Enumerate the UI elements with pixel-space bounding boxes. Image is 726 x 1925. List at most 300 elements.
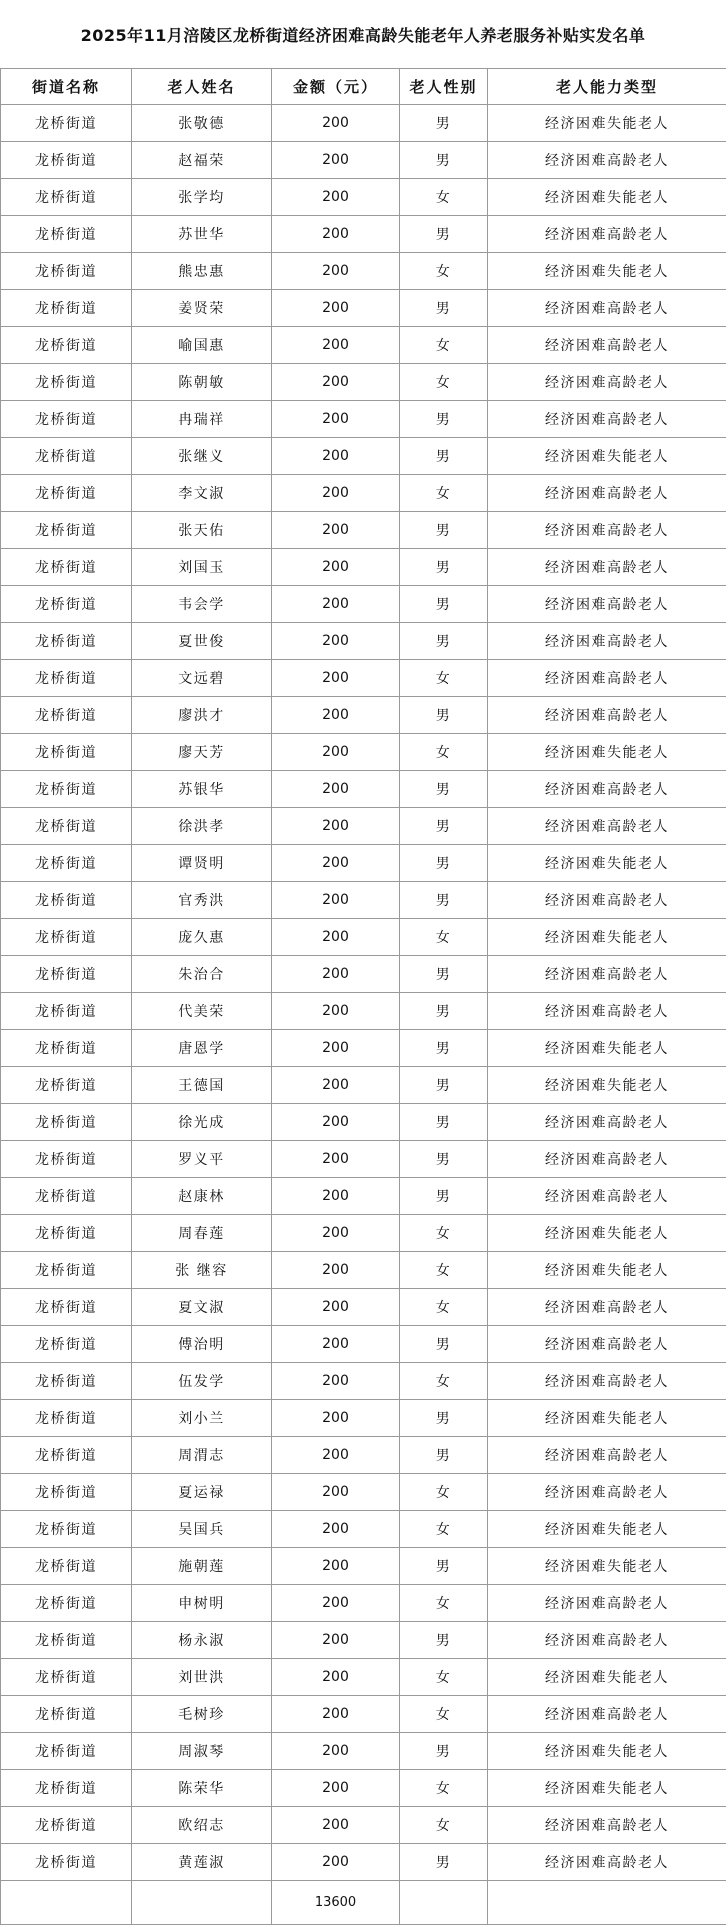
cell-street: 龙桥街道 — [1, 475, 132, 512]
cell-gender: 女 — [400, 179, 488, 216]
table-row — [1, 1289, 726, 1326]
cell-street: 龙桥街道 — [1, 290, 132, 327]
cell-gender: 女 — [400, 1215, 488, 1252]
cell-street: 龙桥街道 — [1, 364, 132, 401]
cell-amount: 200 — [272, 1622, 400, 1659]
table-row — [1, 216, 726, 253]
table-row — [1, 327, 726, 364]
cell-gender: 男 — [400, 438, 488, 475]
cell-ability-type: 经济困难高龄老人 — [488, 882, 726, 919]
cell-elder-name: 张继义 — [132, 438, 272, 475]
table-row — [1, 549, 726, 586]
cell-street: 龙桥街道 — [1, 1733, 132, 1770]
cell-gender: 男 — [400, 1844, 488, 1881]
table-row — [1, 734, 726, 771]
cell-street: 龙桥街道 — [1, 1326, 132, 1363]
cell-street: 龙桥街道 — [1, 216, 132, 253]
cell-amount: 200 — [272, 1400, 400, 1437]
table-row — [1, 882, 726, 919]
cell-ability-type: 经济困难高龄老人 — [488, 1585, 726, 1622]
cell-elder-name: 唐恩学 — [132, 1030, 272, 1067]
cell-ability-type: 经济困难失能老人 — [488, 438, 726, 475]
cell-elder-name: 喻国惠 — [132, 327, 272, 364]
cell-elder-name: 朱治合 — [132, 956, 272, 993]
cell-street: 龙桥街道 — [1, 1289, 132, 1326]
cell-amount: 200 — [272, 660, 400, 697]
cell-gender: 女 — [400, 1807, 488, 1844]
cell-ability-type: 经济困难失能老人 — [488, 1067, 726, 1104]
cell-amount: 200 — [272, 697, 400, 734]
cell-street: 龙桥街道 — [1, 623, 132, 660]
cell-gender: 女 — [400, 919, 488, 956]
cell-ability-type: 经济困难高龄老人 — [488, 216, 726, 253]
cell-elder-name: 黄莲淑 — [132, 1844, 272, 1881]
cell-gender: 女 — [400, 1511, 488, 1548]
cell-gender: 女 — [400, 253, 488, 290]
cell-gender: 女 — [400, 364, 488, 401]
table-row — [1, 1437, 726, 1474]
cell-ability-type: 经济困难失能老人 — [488, 1215, 726, 1252]
cell-amount: 200 — [272, 1104, 400, 1141]
table-row — [1, 1252, 726, 1289]
cell-gender: 男 — [400, 142, 488, 179]
cell-amount: 200 — [272, 549, 400, 586]
cell-ability-type: 经济困难高龄老人 — [488, 1844, 726, 1881]
cell-gender: 男 — [400, 1733, 488, 1770]
cell-elder-name: 陈朝敏 — [132, 364, 272, 401]
cell-amount: 200 — [272, 1585, 400, 1622]
cell-elder-name: 刘小兰 — [132, 1400, 272, 1437]
cell-street: 龙桥街道 — [1, 1252, 132, 1289]
cell-ability-type: 经济困难高龄老人 — [488, 623, 726, 660]
cell-street: 龙桥街道 — [1, 1807, 132, 1844]
table-row — [1, 401, 726, 438]
cell-elder-name: 周渭志 — [132, 1437, 272, 1474]
cell-street: 龙桥街道 — [1, 1141, 132, 1178]
cell-ability-type: 经济困难高龄老人 — [488, 1326, 726, 1363]
table-row — [1, 1733, 726, 1770]
total-empty-cell — [488, 1881, 726, 1925]
table-row — [1, 1474, 726, 1511]
cell-street: 龙桥街道 — [1, 1659, 132, 1696]
header-amount: 金额（元） — [272, 69, 400, 105]
cell-elder-name: 刘世洪 — [132, 1659, 272, 1696]
table-row — [1, 1215, 726, 1252]
cell-ability-type: 经济困难失能老人 — [488, 1770, 726, 1807]
cell-street: 龙桥街道 — [1, 660, 132, 697]
cell-ability-type: 经济困难高龄老人 — [488, 1437, 726, 1474]
cell-ability-type: 经济困难失能老人 — [488, 845, 726, 882]
cell-street: 龙桥街道 — [1, 142, 132, 179]
cell-gender: 男 — [400, 1178, 488, 1215]
cell-ability-type: 经济困难高龄老人 — [488, 1807, 726, 1844]
cell-elder-name: 谭贤明 — [132, 845, 272, 882]
cell-amount: 200 — [272, 142, 400, 179]
cell-ability-type: 经济困难高龄老人 — [488, 512, 726, 549]
cell-elder-name: 赵福荣 — [132, 142, 272, 179]
cell-street: 龙桥街道 — [1, 1585, 132, 1622]
cell-amount: 200 — [272, 1030, 400, 1067]
cell-amount: 200 — [272, 179, 400, 216]
cell-ability-type: 经济困难失能老人 — [488, 253, 726, 290]
cell-elder-name: 廖天芳 — [132, 734, 272, 771]
cell-elder-name: 傅治明 — [132, 1326, 272, 1363]
table-row — [1, 1363, 726, 1400]
cell-gender: 男 — [400, 1548, 488, 1585]
cell-amount: 200 — [272, 919, 400, 956]
cell-ability-type: 经济困难高龄老人 — [488, 1474, 726, 1511]
cell-street: 龙桥街道 — [1, 734, 132, 771]
cell-amount: 200 — [272, 586, 400, 623]
cell-gender: 男 — [400, 993, 488, 1030]
total-empty-cell — [132, 1881, 272, 1925]
cell-gender: 女 — [400, 475, 488, 512]
cell-elder-name: 周春莲 — [132, 1215, 272, 1252]
cell-street: 龙桥街道 — [1, 1622, 132, 1659]
cell-gender: 男 — [400, 216, 488, 253]
cell-gender: 男 — [400, 956, 488, 993]
cell-elder-name: 廖洪才 — [132, 697, 272, 734]
cell-amount: 200 — [272, 1511, 400, 1548]
cell-amount: 200 — [272, 1696, 400, 1733]
table-row — [1, 1141, 726, 1178]
cell-ability-type: 经济困难高龄老人 — [488, 1696, 726, 1733]
cell-street: 龙桥街道 — [1, 1215, 132, 1252]
cell-street: 龙桥街道 — [1, 1548, 132, 1585]
table-row — [1, 1807, 726, 1844]
table-header-row — [1, 69, 726, 105]
cell-gender: 男 — [400, 845, 488, 882]
cell-gender: 男 — [400, 697, 488, 734]
cell-ability-type: 经济困难高龄老人 — [488, 1289, 726, 1326]
cell-gender: 女 — [400, 660, 488, 697]
cell-elder-name: 张 继容 — [132, 1252, 272, 1289]
cell-ability-type: 经济困难失能老人 — [488, 919, 726, 956]
table-row — [1, 1326, 726, 1363]
table-row — [1, 512, 726, 549]
cell-ability-type: 经济困难高龄老人 — [488, 475, 726, 512]
cell-ability-type: 经济困难高龄老人 — [488, 142, 726, 179]
table-row — [1, 290, 726, 327]
total-empty-cell — [1, 1881, 132, 1925]
cell-gender: 男 — [400, 1622, 488, 1659]
cell-amount: 200 — [272, 1807, 400, 1844]
cell-elder-name: 韦会学 — [132, 586, 272, 623]
cell-ability-type: 经济困难失能老人 — [488, 1548, 726, 1585]
cell-amount: 200 — [272, 1733, 400, 1770]
cell-ability-type: 经济困难失能老人 — [488, 1252, 726, 1289]
document-title: 2025年11月涪陵区龙桥街道经济困难高龄失能老年人养老服务补贴实发名单 — [0, 0, 726, 69]
cell-elder-name: 罗义平 — [132, 1141, 272, 1178]
cell-elder-name: 官秀洪 — [132, 882, 272, 919]
cell-amount: 200 — [272, 1437, 400, 1474]
cell-street: 龙桥街道 — [1, 808, 132, 845]
cell-amount: 200 — [272, 401, 400, 438]
cell-gender: 男 — [400, 1437, 488, 1474]
cell-street: 龙桥街道 — [1, 1030, 132, 1067]
cell-amount: 200 — [272, 845, 400, 882]
cell-gender: 女 — [400, 1659, 488, 1696]
cell-street: 龙桥街道 — [1, 1400, 132, 1437]
table-row — [1, 660, 726, 697]
table-row — [1, 1400, 726, 1437]
cell-amount: 200 — [272, 512, 400, 549]
table-row — [1, 993, 726, 1030]
cell-elder-name: 代美荣 — [132, 993, 272, 1030]
table-row — [1, 1548, 726, 1585]
cell-ability-type: 经济困难失能老人 — [488, 1733, 726, 1770]
cell-gender: 男 — [400, 1141, 488, 1178]
table-row — [1, 956, 726, 993]
cell-ability-type: 经济困难高龄老人 — [488, 586, 726, 623]
cell-ability-type: 经济困难高龄老人 — [488, 993, 726, 1030]
cell-ability-type: 经济困难高龄老人 — [488, 401, 726, 438]
cell-elder-name: 吴国兵 — [132, 1511, 272, 1548]
cell-amount: 200 — [272, 105, 400, 142]
cell-ability-type: 经济困难失能老人 — [488, 1659, 726, 1696]
cell-amount: 200 — [272, 1141, 400, 1178]
cell-ability-type: 经济困难失能老人 — [488, 1030, 726, 1067]
cell-ability-type: 经济困难高龄老人 — [488, 1104, 726, 1141]
cell-elder-name: 姜贤荣 — [132, 290, 272, 327]
cell-ability-type: 经济困难高龄老人 — [488, 1622, 726, 1659]
cell-ability-type: 经济困难高龄老人 — [488, 327, 726, 364]
cell-gender: 女 — [400, 734, 488, 771]
table-row — [1, 1770, 726, 1807]
cell-gender: 男 — [400, 623, 488, 660]
cell-amount: 200 — [272, 808, 400, 845]
header-ability-type: 老人能力类型 — [488, 69, 726, 105]
cell-amount: 200 — [272, 438, 400, 475]
cell-elder-name: 施朝莲 — [132, 1548, 272, 1585]
cell-ability-type: 经济困难失能老人 — [488, 179, 726, 216]
table-row — [1, 438, 726, 475]
table-row — [1, 1030, 726, 1067]
cell-elder-name: 陈荣华 — [132, 1770, 272, 1807]
cell-street: 龙桥街道 — [1, 1474, 132, 1511]
table-row — [1, 845, 726, 882]
cell-amount: 200 — [272, 1548, 400, 1585]
cell-street: 龙桥街道 — [1, 956, 132, 993]
cell-amount: 200 — [272, 1215, 400, 1252]
table-row — [1, 253, 726, 290]
cell-elder-name: 李文淑 — [132, 475, 272, 512]
cell-gender: 男 — [400, 771, 488, 808]
cell-ability-type: 经济困难高龄老人 — [488, 771, 726, 808]
header-elder-name: 老人姓名 — [132, 69, 272, 105]
total-row — [1, 1881, 726, 1925]
cell-ability-type: 经济困难高龄老人 — [488, 290, 726, 327]
cell-amount: 200 — [272, 1363, 400, 1400]
table-row — [1, 808, 726, 845]
cell-gender: 男 — [400, 1104, 488, 1141]
cell-gender: 女 — [400, 1696, 488, 1733]
cell-ability-type: 经济困难高龄老人 — [488, 660, 726, 697]
table-row — [1, 1178, 726, 1215]
cell-street: 龙桥街道 — [1, 549, 132, 586]
cell-amount: 200 — [272, 993, 400, 1030]
cell-elder-name: 冉瑞祥 — [132, 401, 272, 438]
cell-elder-name: 周淑琴 — [132, 1733, 272, 1770]
cell-elder-name: 张敬德 — [132, 105, 272, 142]
cell-gender: 女 — [400, 1585, 488, 1622]
table-row — [1, 105, 726, 142]
cell-ability-type: 经济困难失能老人 — [488, 1511, 726, 1548]
cell-ability-type: 经济困难失能老人 — [488, 1400, 726, 1437]
cell-street: 龙桥街道 — [1, 401, 132, 438]
table-row — [1, 1511, 726, 1548]
cell-street: 龙桥街道 — [1, 512, 132, 549]
cell-gender: 女 — [400, 1770, 488, 1807]
cell-ability-type: 经济困难高龄老人 — [488, 808, 726, 845]
cell-elder-name: 毛树珍 — [132, 1696, 272, 1733]
cell-street: 龙桥街道 — [1, 845, 132, 882]
cell-amount: 200 — [272, 1252, 400, 1289]
table-row — [1, 179, 726, 216]
cell-ability-type: 经济困难失能老人 — [488, 734, 726, 771]
cell-gender: 女 — [400, 1363, 488, 1400]
cell-gender: 男 — [400, 549, 488, 586]
cell-street: 龙桥街道 — [1, 1363, 132, 1400]
cell-gender: 女 — [400, 327, 488, 364]
cell-elder-name: 夏世俊 — [132, 623, 272, 660]
table-row — [1, 586, 726, 623]
cell-gender: 男 — [400, 808, 488, 845]
cell-amount: 200 — [272, 1326, 400, 1363]
cell-street: 龙桥街道 — [1, 1178, 132, 1215]
cell-street: 龙桥街道 — [1, 1437, 132, 1474]
cell-amount: 200 — [272, 327, 400, 364]
cell-gender: 男 — [400, 1326, 488, 1363]
cell-gender: 男 — [400, 290, 488, 327]
cell-ability-type: 经济困难高龄老人 — [488, 1141, 726, 1178]
cell-street: 龙桥街道 — [1, 1511, 132, 1548]
cell-elder-name: 夏运禄 — [132, 1474, 272, 1511]
header-street: 街道名称 — [1, 69, 132, 105]
cell-amount: 200 — [272, 216, 400, 253]
cell-gender: 男 — [400, 512, 488, 549]
cell-elder-name: 徐洪孝 — [132, 808, 272, 845]
cell-street: 龙桥街道 — [1, 327, 132, 364]
cell-street: 龙桥街道 — [1, 1770, 132, 1807]
table-row — [1, 623, 726, 660]
cell-gender: 男 — [400, 401, 488, 438]
cell-amount: 200 — [272, 882, 400, 919]
cell-amount: 200 — [272, 364, 400, 401]
cell-street: 龙桥街道 — [1, 993, 132, 1030]
cell-elder-name: 苏银华 — [132, 771, 272, 808]
cell-elder-name: 张学均 — [132, 179, 272, 216]
cell-street: 龙桥街道 — [1, 586, 132, 623]
cell-street: 龙桥街道 — [1, 919, 132, 956]
cell-amount: 200 — [272, 1659, 400, 1696]
subsidy-table — [0, 68, 726, 1925]
cell-amount: 200 — [272, 1474, 400, 1511]
cell-amount: 200 — [272, 734, 400, 771]
table-row — [1, 697, 726, 734]
cell-elder-name: 庞久惠 — [132, 919, 272, 956]
cell-elder-name: 文远碧 — [132, 660, 272, 697]
table-row — [1, 1585, 726, 1622]
cell-street: 龙桥街道 — [1, 105, 132, 142]
cell-elder-name: 苏世华 — [132, 216, 272, 253]
cell-elder-name: 刘国玉 — [132, 549, 272, 586]
cell-gender: 男 — [400, 1400, 488, 1437]
cell-elder-name: 王德国 — [132, 1067, 272, 1104]
table-row — [1, 1696, 726, 1733]
table-row — [1, 1622, 726, 1659]
cell-street: 龙桥街道 — [1, 438, 132, 475]
cell-gender: 女 — [400, 1252, 488, 1289]
cell-ability-type: 经济困难高龄老人 — [488, 697, 726, 734]
cell-amount: 200 — [272, 1844, 400, 1881]
cell-street: 龙桥街道 — [1, 697, 132, 734]
cell-street: 龙桥街道 — [1, 253, 132, 290]
table-row — [1, 1067, 726, 1104]
cell-street: 龙桥街道 — [1, 1696, 132, 1733]
cell-amount: 200 — [272, 771, 400, 808]
cell-amount: 200 — [272, 1067, 400, 1104]
table-row — [1, 142, 726, 179]
table-row — [1, 919, 726, 956]
table-row — [1, 475, 726, 512]
cell-elder-name: 张天佑 — [132, 512, 272, 549]
cell-ability-type: 经济困难失能老人 — [488, 105, 726, 142]
cell-elder-name: 伍发学 — [132, 1363, 272, 1400]
cell-ability-type: 经济困难高龄老人 — [488, 364, 726, 401]
cell-elder-name: 杨永淑 — [132, 1622, 272, 1659]
cell-gender: 男 — [400, 105, 488, 142]
cell-street: 龙桥街道 — [1, 882, 132, 919]
cell-street: 龙桥街道 — [1, 179, 132, 216]
cell-gender: 男 — [400, 882, 488, 919]
cell-amount: 200 — [272, 623, 400, 660]
cell-amount: 200 — [272, 475, 400, 512]
header-gender: 老人性别 — [400, 69, 488, 105]
cell-amount: 200 — [272, 956, 400, 993]
cell-amount: 200 — [272, 253, 400, 290]
cell-elder-name: 熊忠惠 — [132, 253, 272, 290]
table-row — [1, 364, 726, 401]
cell-gender: 男 — [400, 586, 488, 623]
cell-elder-name: 夏文淑 — [132, 1289, 272, 1326]
cell-amount: 200 — [272, 1770, 400, 1807]
cell-amount: 200 — [272, 290, 400, 327]
cell-street: 龙桥街道 — [1, 1067, 132, 1104]
cell-gender: 女 — [400, 1289, 488, 1326]
cell-elder-name: 申树明 — [132, 1585, 272, 1622]
cell-street: 龙桥街道 — [1, 1104, 132, 1141]
cell-amount: 200 — [272, 1289, 400, 1326]
cell-gender: 男 — [400, 1030, 488, 1067]
cell-elder-name: 欧绍志 — [132, 1807, 272, 1844]
total-empty-cell — [400, 1881, 488, 1925]
table-row — [1, 1104, 726, 1141]
cell-ability-type: 经济困难高龄老人 — [488, 1178, 726, 1215]
table-body — [1, 105, 726, 1925]
cell-gender: 女 — [400, 1474, 488, 1511]
cell-elder-name: 赵康林 — [132, 1178, 272, 1215]
table-row — [1, 771, 726, 808]
total-amount: 13600 — [272, 1881, 400, 1925]
cell-street: 龙桥街道 — [1, 771, 132, 808]
cell-elder-name: 徐光成 — [132, 1104, 272, 1141]
cell-ability-type: 经济困难高龄老人 — [488, 1363, 726, 1400]
cell-ability-type: 经济困难高龄老人 — [488, 956, 726, 993]
cell-street: 龙桥街道 — [1, 1844, 132, 1881]
cell-ability-type: 经济困难高龄老人 — [488, 549, 726, 586]
table-row — [1, 1844, 726, 1881]
